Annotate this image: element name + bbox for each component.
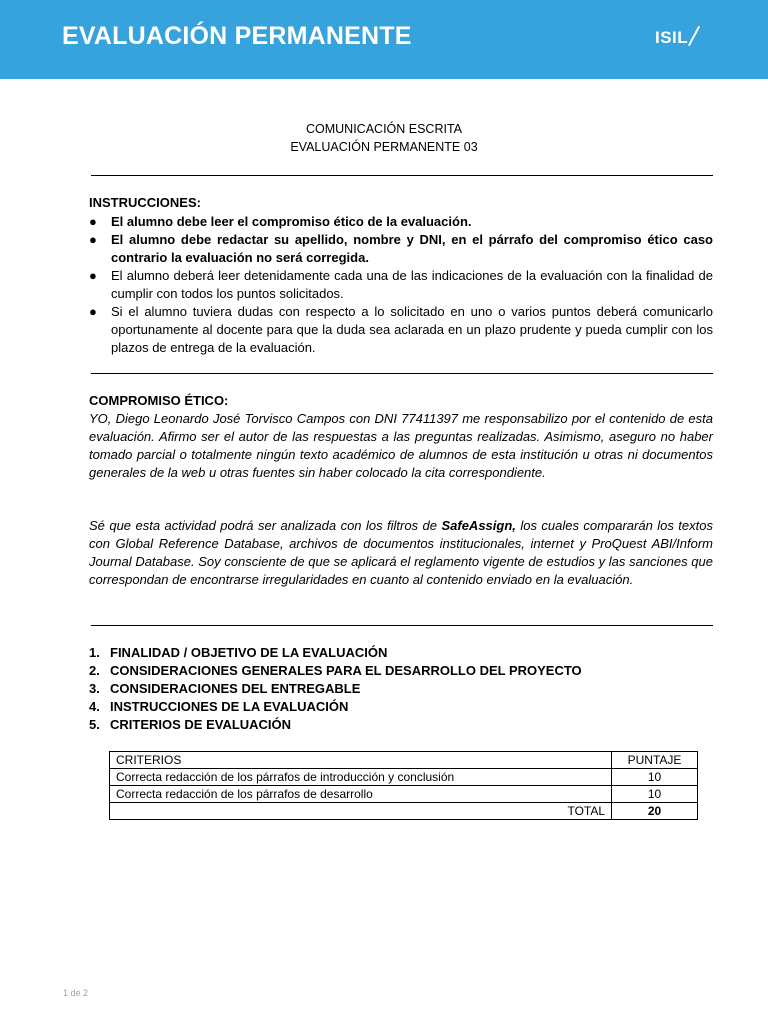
score-cell: 10 xyxy=(612,769,698,786)
list-item: 4. INSTRUCCIONES DE LA EVALUACIÓN xyxy=(89,699,349,714)
bullet-icon: ● xyxy=(89,268,97,283)
list-item: 1. FINALIDAD / OBJETIVO DE LA EVALUACIÓN xyxy=(89,645,388,660)
instructions-list xyxy=(89,213,713,357)
list-item: ● Si el alumno tuviera dudas con respecto a lo solicitado en uno o varios puntos deberá comunicarlo oportunamente al docente para que la duda sea aclarada en un plazo prudente y pueda cumplir con los plazos de entrega de la evaluación. xyxy=(89,304,713,355)
criterion-header: CRITERIOS xyxy=(110,752,612,769)
page-number: 1 de 2 xyxy=(63,988,89,998)
table-row xyxy=(110,786,698,803)
total-label: TOTAL xyxy=(110,803,612,820)
instructions-title: INSTRUCCIONES: xyxy=(89,195,201,210)
header-title: EVALUACIÓN PERMANENTE xyxy=(62,22,412,50)
isil-logo xyxy=(655,28,695,48)
criteria-table xyxy=(109,751,698,820)
list-item: 3. CONSIDERACIONES DEL ENTREGABLE xyxy=(89,681,361,696)
ethics-paragraph-1: YO, Diego Leonardo José Torvisco Campos con DNI 77411397 me responsabilizo por el contenido de esta evaluación. Afirmo ser el autor de las respuestas a las preguntas realizadas. Asimismo, aseguro no haber tomado parcial o totalmente ningún texto académico de alumnos de esta institución u otras ni documentos generales de la web u otras fuentes sin haber colocado la cita correspondiente. xyxy=(89,411,713,480)
score-cell: 10 xyxy=(612,786,698,803)
ethics-paragraph-2: Sé que esta actividad podrá ser analizada con los filtros de SafeAssign, los cuales compararán los textos con Global Reference Database, archivos de documentos institucionales, internet y ProQuest ABI/Inform Journal Database. Soy consciente de que se aplicará el reglamento vigente de estudios y las sanciones que correspondan de encontrarse irregularidades en cuanto al contenido enviado en la evaluación. xyxy=(89,518,713,587)
safeassign-name: SafeAssign, xyxy=(441,518,516,533)
doc-subject: COMUNICACIÓN ESCRITA xyxy=(305,122,463,136)
sections-list xyxy=(89,644,582,734)
table-row xyxy=(110,769,698,786)
doc-subtitle: EVALUACIÓN PERMANENTE 03 xyxy=(290,140,478,154)
logo-text: ISIL xyxy=(655,28,689,47)
divider xyxy=(91,373,713,374)
header-banner xyxy=(0,0,768,79)
table-total-row xyxy=(110,803,698,820)
bullet-icon: ● xyxy=(89,214,97,229)
list-item: ● El alumno deberá leer detenidamente cada una de las indicaciones de la evaluación con la finalidad de cumplir con todos los puntos solicitados. xyxy=(89,268,713,301)
logo-slash-icon xyxy=(688,26,700,46)
total-score: 20 xyxy=(612,803,698,820)
table-header-row xyxy=(110,752,698,769)
criterion-cell: Correcta redacción de los párrafos de desarrollo xyxy=(110,786,612,803)
score-header: PUNTAJE xyxy=(612,752,698,769)
list-item: ● El alumno debe redactar su apellido, nombre y DNI, en el párrafo del compromiso ético caso contrario la evaluación no será corregida. xyxy=(89,232,713,265)
list-item: 2. CONSIDERACIONES GENERALES PARA EL DESARROLLO DEL PROYECTO xyxy=(89,663,582,678)
bullet-icon: ● xyxy=(89,232,97,247)
criterion-cell: Correcta redacción de los párrafos de introducción y conclusión xyxy=(110,769,612,786)
divider xyxy=(91,175,713,176)
list-item: 5. CRITERIOS DE EVALUACIÓN xyxy=(89,717,292,732)
ethics-title: COMPROMISO ÉTICO: xyxy=(89,393,229,408)
list-item: ● El alumno debe leer el compromiso ético de la evaluación. xyxy=(89,214,472,229)
divider xyxy=(91,625,713,626)
bullet-icon: ● xyxy=(89,304,97,319)
